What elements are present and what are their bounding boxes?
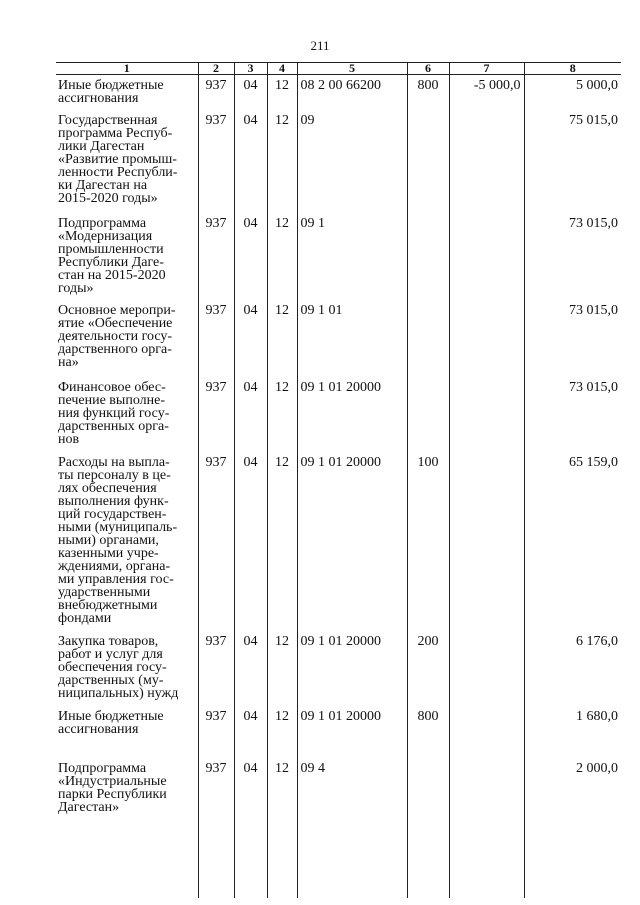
- column-header: 1: [56, 63, 198, 75]
- expense-type-cell: 100: [407, 452, 449, 631]
- change-amount-cell: [449, 758, 524, 898]
- section-code-cell: 04: [234, 452, 267, 631]
- change-amount-cell: [449, 377, 524, 452]
- table-row: [56, 300, 621, 377]
- row-name-cell: [56, 758, 198, 898]
- column-header: 5: [297, 63, 407, 75]
- row-name-line: ударственными: [58, 584, 151, 600]
- ministry-code-cell: 937: [198, 631, 234, 706]
- target-article-cell: 09 1 01: [297, 300, 407, 377]
- row-name-cell: [56, 300, 198, 377]
- section-code-cell: 04: [234, 758, 267, 898]
- subsection-code-cell: 12: [267, 75, 297, 110]
- subsection-code-cell: 12: [267, 452, 297, 631]
- ministry-code-cell: 937: [198, 75, 234, 110]
- row-name-cell: [56, 452, 198, 631]
- row-name-line: ленности Республи-: [58, 164, 178, 180]
- row-name-line: ты персоналу в це-: [58, 467, 171, 483]
- row-name-line: ки Дагестан на: [58, 177, 148, 193]
- row-name-cell: [56, 631, 198, 706]
- target-article-cell: 09 1 01 20000: [297, 631, 407, 706]
- table-row: [56, 213, 621, 300]
- page-number: 211: [310, 38, 330, 53]
- row-name-line: внебюджетными: [58, 597, 158, 613]
- target-article-cell: 09: [297, 110, 407, 213]
- subsection-code-cell: 12: [267, 631, 297, 706]
- row-name-line: Дагестан»: [58, 799, 120, 815]
- row-name-line: дарственного орга-: [58, 341, 172, 357]
- budget-table-body: [56, 75, 621, 898]
- total-amount-cell: 2 000,0: [524, 758, 621, 898]
- total-amount-cell: 75 015,0: [524, 110, 621, 213]
- row-name-cell: [56, 110, 198, 213]
- expense-type-cell: [407, 300, 449, 377]
- section-code-cell: 04: [234, 213, 267, 300]
- column-number-header-row: [56, 63, 621, 75]
- total-amount-cell: 5 000,0: [524, 75, 621, 110]
- total-amount-cell: 65 159,0: [524, 452, 621, 631]
- row-name-line: лях обеспечения: [58, 480, 157, 496]
- expense-type-cell: [407, 377, 449, 452]
- row-name-line: фондами: [58, 610, 112, 626]
- row-name-line: стан на 2015-2020: [58, 267, 166, 283]
- row-name-line: Иные бюджетные: [58, 708, 164, 724]
- target-article-cell: 09 1: [297, 213, 407, 300]
- section-code-cell: 04: [234, 706, 267, 758]
- total-amount-cell: 6 176,0: [524, 631, 621, 706]
- row-name-line: парки Республики: [58, 786, 167, 802]
- column-header: 6: [407, 63, 449, 75]
- row-name-line: Закупка товаров,: [58, 633, 159, 649]
- change-amount-cell: [449, 300, 524, 377]
- row-name-line: ными (муниципаль-: [58, 519, 178, 535]
- total-amount-cell: 73 015,0: [524, 213, 621, 300]
- row-name-line: Финансовое обес-: [58, 379, 166, 395]
- total-amount-cell: 1 680,0: [524, 706, 621, 758]
- row-name-line: 2015-2020 годы»: [58, 190, 158, 206]
- ministry-code-cell: 937: [198, 110, 234, 213]
- ministry-code-cell: 937: [198, 706, 234, 758]
- row-name-line: ждениями, органа-: [58, 558, 171, 574]
- row-name-line: нов: [58, 431, 80, 447]
- subsection-code-cell: 12: [267, 377, 297, 452]
- ministry-code-cell: 937: [198, 758, 234, 898]
- expense-type-cell: [407, 758, 449, 898]
- row-name-line: годы»: [58, 280, 94, 296]
- row-name-line: дарственных (му-: [58, 672, 164, 688]
- row-name-line: «Развитие промыш-: [58, 151, 177, 167]
- table-row: [56, 377, 621, 452]
- section-code-cell: 04: [234, 75, 267, 110]
- row-name-line: Расходы на выпла-: [58, 454, 170, 470]
- section-code-cell: 04: [234, 377, 267, 452]
- row-name-line: печение выполне-: [58, 392, 165, 408]
- row-name-line: дарственных орга-: [58, 418, 169, 434]
- row-name-line: «Индустриальные: [58, 773, 167, 789]
- target-article-cell: 09 1 01 20000: [297, 377, 407, 452]
- target-article-cell: 09 4: [297, 758, 407, 898]
- row-name-line: Республики Даге-: [58, 254, 164, 270]
- row-name-line: ными) органами,: [58, 532, 159, 548]
- ministry-code-cell: 937: [198, 213, 234, 300]
- row-name-cell: [56, 706, 198, 758]
- row-name-line: ятие «Обеспечение: [58, 315, 173, 331]
- row-name-cell: [56, 213, 198, 300]
- expense-type-cell: 800: [407, 706, 449, 758]
- subsection-code-cell: 12: [267, 758, 297, 898]
- table-row: [56, 706, 621, 758]
- row-name-line: казенными учре-: [58, 545, 159, 561]
- table-row: [56, 758, 621, 898]
- row-name-line: ассигнования: [58, 721, 139, 737]
- table-row: [56, 75, 621, 110]
- row-name-line: на»: [58, 354, 79, 370]
- target-article-cell: 09 1 01 20000: [297, 706, 407, 758]
- section-code-cell: 04: [234, 300, 267, 377]
- ministry-code-cell: 937: [198, 452, 234, 631]
- target-article-cell: 09 1 01 20000: [297, 452, 407, 631]
- table-row: [56, 452, 621, 631]
- subsection-code-cell: 12: [267, 706, 297, 758]
- expense-type-cell: [407, 213, 449, 300]
- row-name-line: Подпрограмма: [58, 760, 147, 776]
- change-amount-cell: [449, 213, 524, 300]
- row-name-line: выполнения функ-: [58, 493, 169, 509]
- change-amount-cell: -5 000,0: [449, 75, 524, 110]
- row-name-line: ниципальных) нужд: [58, 685, 179, 701]
- total-amount-cell: 73 015,0: [524, 377, 621, 452]
- expense-type-cell: 800: [407, 75, 449, 110]
- change-amount-cell: [449, 706, 524, 758]
- section-code-cell: 04: [234, 110, 267, 213]
- section-code-cell: 04: [234, 631, 267, 706]
- expense-type-cell: [407, 110, 449, 213]
- table-row: [56, 631, 621, 706]
- change-amount-cell: [449, 631, 524, 706]
- row-name-line: ций государствен-: [58, 506, 167, 522]
- column-header: 7: [449, 63, 524, 75]
- subsection-code-cell: 12: [267, 110, 297, 213]
- column-header: 4: [267, 63, 297, 75]
- row-name-line: «Модернизация: [58, 228, 153, 244]
- column-header: 8: [524, 63, 621, 75]
- change-amount-cell: [449, 452, 524, 631]
- subsection-code-cell: 12: [267, 300, 297, 377]
- row-name-line: Подпрограмма: [58, 215, 147, 231]
- expense-type-cell: 200: [407, 631, 449, 706]
- row-name-line: ми управления гос-: [58, 571, 174, 587]
- ministry-code-cell: 937: [198, 377, 234, 452]
- budget-table: [56, 62, 621, 898]
- row-name-cell: [56, 377, 198, 452]
- row-name-line: лики Дагестан: [58, 138, 145, 154]
- row-name-line: работ и услуг для: [58, 646, 163, 662]
- target-article-cell: 08 2 00 66200: [297, 75, 407, 110]
- row-name-line: деятельности госу-: [58, 328, 173, 344]
- row-name-line: программа Респуб-: [58, 125, 173, 141]
- row-name-line: промышленности: [58, 241, 164, 257]
- subsection-code-cell: 12: [267, 213, 297, 300]
- row-name-line: Основное меропри-: [58, 302, 176, 318]
- table-row: [56, 110, 621, 213]
- column-header: 3: [234, 63, 267, 75]
- column-header: 2: [198, 63, 234, 75]
- change-amount-cell: [449, 110, 524, 213]
- row-name-line: ния функций госу-: [58, 405, 170, 421]
- row-name-line: Иные бюджетные: [58, 78, 164, 93]
- total-amount-cell: 73 015,0: [524, 300, 621, 377]
- row-name-cell: [56, 75, 198, 110]
- row-name-line: обеспечения госу-: [58, 659, 167, 675]
- row-name-line: Государственная: [58, 112, 158, 128]
- ministry-code-cell: 937: [198, 300, 234, 377]
- row-name-line: ассигнования: [58, 91, 139, 106]
